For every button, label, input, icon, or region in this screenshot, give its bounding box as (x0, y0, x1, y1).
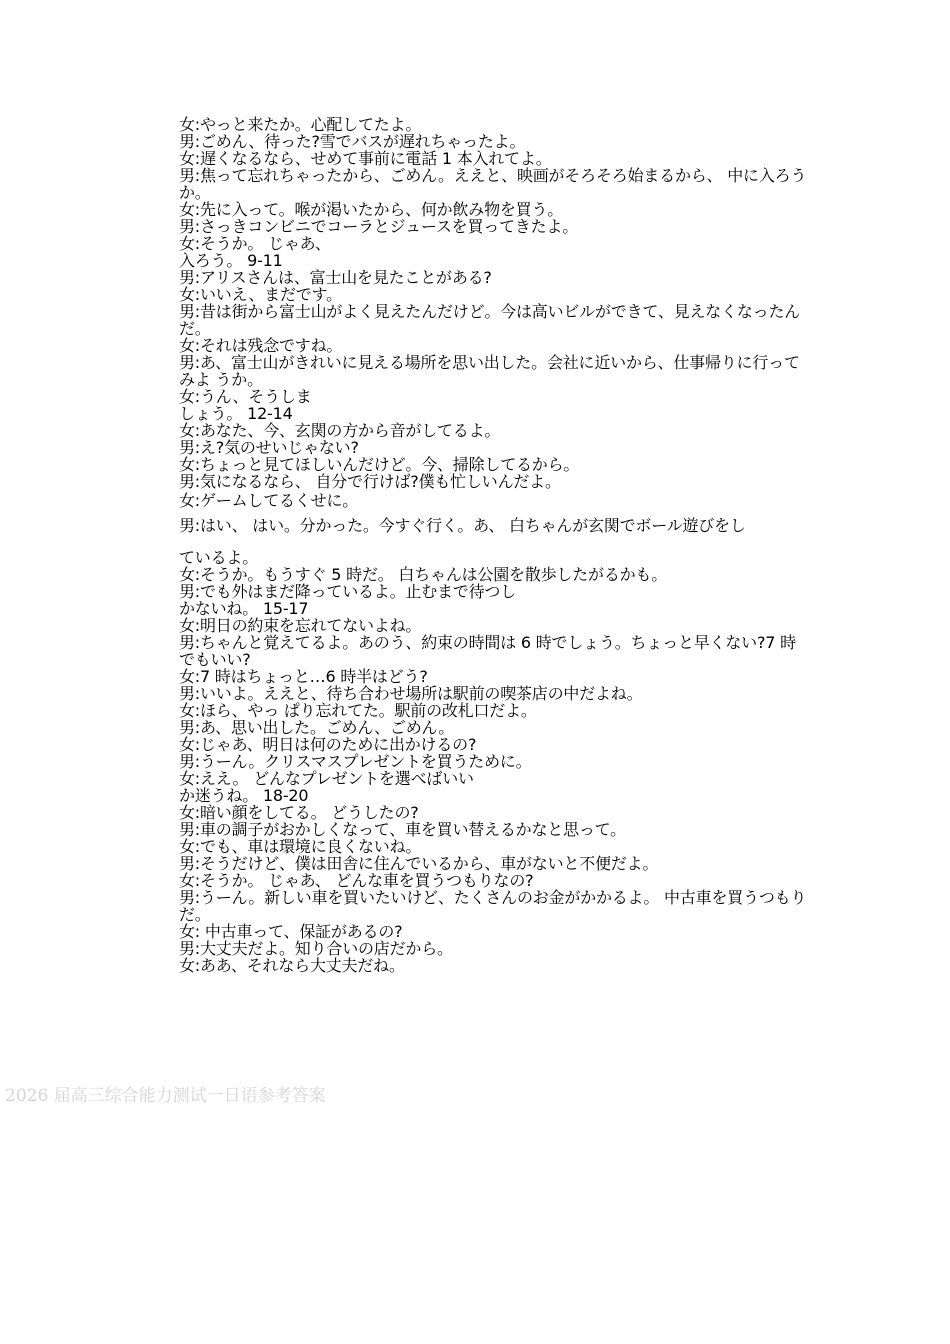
dialogue-line: 男:いいよ。ええと、待ち合わせ場所は駅前の喫茶店の中だよね。 (179, 684, 643, 703)
dialogue-line: 女: 中古車って、保証があるの? (179, 922, 403, 941)
dialogue-line: 男:あ、思い出した。ごめん、ごめん。 (179, 718, 455, 737)
dialogue-line: 男:ごめん、待った?雪でバスが遅れちゃったよ。 (179, 132, 526, 151)
dialogue-line: 女:いいえ、まだです。 (179, 285, 342, 304)
dialogue-line: 女:やっと来たか。心配してたよ。 (179, 115, 422, 134)
dialogue-line: 女:そうか。 じゃあ、 どんな車を買うつもりなの? (179, 871, 534, 890)
dialogue-line: 女:ゲームしてるくせに。 (179, 491, 358, 510)
dialogue-line: 女:暗い顔をしてる。 どうしたの? (179, 803, 419, 822)
dialogue-line: 女:7 時はちょっと…6 時半はどう? (179, 667, 428, 686)
dialogue-line: 男:アリスさんは、富士山を見たことがある? (179, 268, 492, 287)
dialogue-line: 女:明日の約束を忘れてないよね。 (179, 616, 422, 635)
section-marker-line: かないね。 15-17 (179, 599, 309, 618)
dialogue-line: 男:ちゃんと覚えてるよ。あのう、約束の時間は 6 時でしょう。ちょっと早くない?7 時でもいい? (179, 633, 796, 669)
dialogue-line: 男:はい、 はい。分かった。今すぐ行く。あ、 白ちゃんが玄関でボール遊びをし (179, 516, 746, 535)
dialogue-line: 女:遅くなるなら、せめて事前に電話 1 本入れてよ。 (179, 149, 552, 168)
dialogue-line: 男:でも外はまだ降っているよ。止むまで待つし (179, 582, 516, 601)
dialogue-line: 女:ほら、やっ ぱり忘れてた。駅前の改札口だよ。 (179, 701, 537, 720)
dialogue-line: 女:ええ。 どんなプレゼントを選べばいい (179, 769, 474, 788)
dialogue-line: 男:焦って忘れちゃったから、ごめん。ええと、映画がそろそろ始まるから、 中に入ろうか。 (179, 166, 807, 202)
dialogue-line: 女:じゃあ、明日は何のために出かけるの? (179, 735, 477, 754)
dialogue-line: 女:でも、車は環境に良くないね。 (179, 837, 422, 856)
dialogue-line: 男:え?気のせいじゃない? (179, 438, 359, 457)
dialogue-line: 男:車の調子がおかしくなって、車を買い替えるかなと思って。 (179, 820, 626, 839)
dialogue-line: 女:ちょっと見てほしいんだけど。今、掃除してるから。 (179, 455, 580, 474)
dialogue-line: 男:そうだけど、僕は田舎に住んでいるから、車がないと不便だよ。 (179, 854, 659, 873)
dialogue-line: 女:そうか。もうすぐ 5 時だ。 白ちゃんは公園を散歩したがるかも。 (179, 565, 668, 584)
section-marker-line: 入ろう。 9-11 (179, 251, 283, 270)
dialogue-line: 女:あなた、今、玄関の方から音がしてるよ。 (179, 421, 501, 440)
dialogue-line: 女:ああ、それなら大丈夫だね。 (179, 956, 405, 975)
dialogue-line: ているよ。 (179, 548, 259, 567)
dialogue-line: 男:あ、富士山がきれいに見える場所を思い出した。会社に近いから、仕事帰りに行ってみよ うか。 (179, 353, 800, 389)
dialogue-line: 男:うーん。クリスマスプレゼントを買うために。 (179, 752, 532, 771)
dialogue-line: 男:気になるなら、 自分で行けば?僕も忙しいんだよ。 (179, 472, 561, 491)
section-marker-line: か迷うね。 18-20 (179, 786, 309, 805)
dialogue-line: 男:さっきコンビニでコーラとジュースを買ってきたよ。 (179, 217, 579, 236)
dialogue-line: 女:うん、そうしま (179, 387, 312, 406)
dialogue-transcript (179, 116, 811, 974)
dialogue-line: 女:それは残念ですね。 (179, 336, 343, 355)
footer-watermark: 2026 届高三综合能力测试一日语参考答案 (5, 1086, 326, 1106)
dialogue-line: 女:先に入って。喉が渇いたから、何か飲み物を買う。 (179, 200, 564, 219)
dialogue-line: 男:昔は街から富士山がよく見えたんだけど。今は高いビルができて、見えなくなったんだ。 (179, 302, 801, 338)
dialogue-line: 女:そうか。 じゃあ、 (179, 234, 331, 253)
dialogue-line: 男:うーん。新しい車を買いたいけど、たくさんのお金がかかるよ。 中古車を買うつもりだ。 (179, 888, 807, 924)
dialogue-line: 男:大丈夫だよ。知り合いの店だから。 (179, 939, 453, 958)
section-marker-line: しょう。 12-14 (179, 404, 293, 423)
